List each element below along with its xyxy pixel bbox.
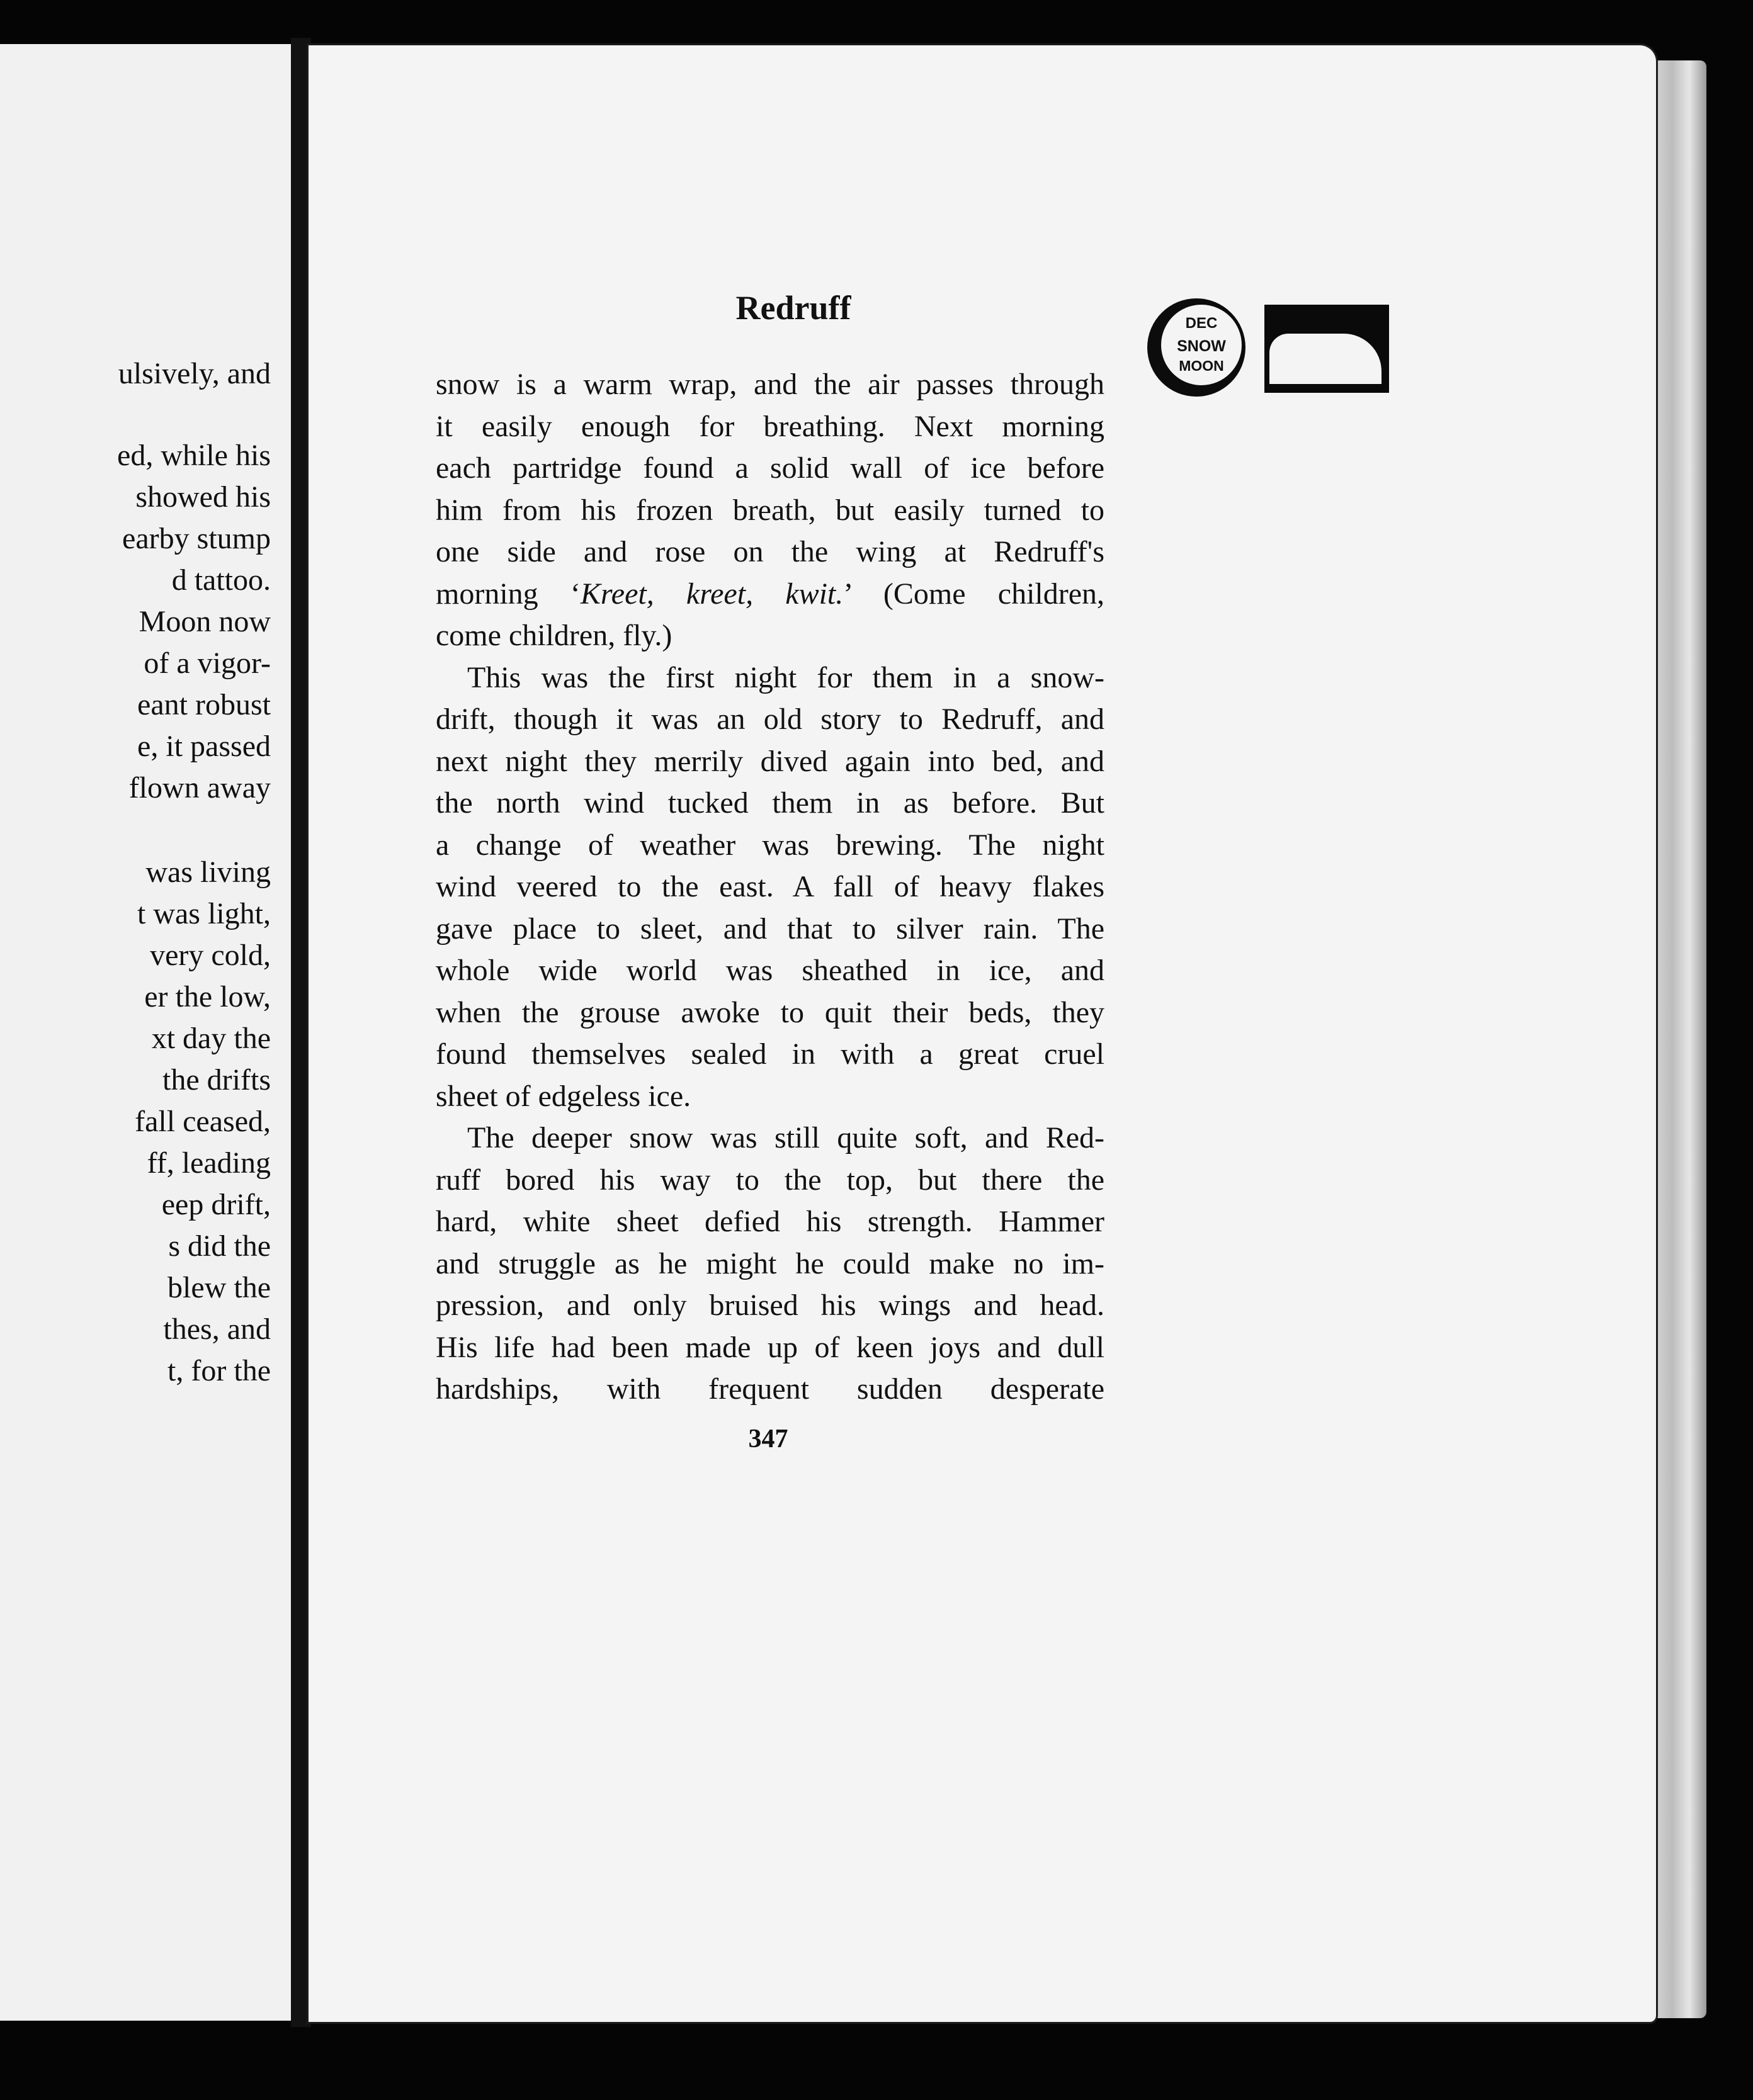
page-edges — [1650, 60, 1706, 2018]
text-line: each partridge found a solid wall of ice before — [436, 451, 1104, 485]
text-line: The deeper snow was still quite soft, and Red- — [467, 1121, 1104, 1154]
left-facing-page — [0, 44, 298, 2021]
text-fragment: morning — [436, 577, 538, 611]
left-text-line: t was light, — [137, 897, 271, 930]
text-line: found themselves sealed in with a great cruel — [436, 1037, 1104, 1071]
snow-moon-badge — [1147, 298, 1245, 397]
text-line: hard, white sheet defied his strength. Hammer — [436, 1205, 1104, 1238]
text-line: when the grouse awoke to quit their beds, they — [436, 995, 1104, 1029]
left-text-line: eant robust — [137, 688, 271, 721]
text-line: a change of weather was brewing. The night — [436, 828, 1104, 862]
text-line: the north wind tucked them in as before. But — [436, 786, 1104, 820]
left-text-line: thes, and — [163, 1312, 271, 1346]
text-line: come children, fly.) — [436, 619, 672, 652]
left-text-line: s did the — [168, 1229, 271, 1263]
left-text-line: of a vigor- — [144, 646, 271, 680]
running-head: Redruff — [735, 289, 851, 327]
left-text-line: the drifts — [162, 1063, 271, 1097]
text-line: whole wide world was sheathed in ice, and — [436, 954, 1104, 987]
snow-scene-vignette-icon — [1264, 305, 1389, 393]
left-text-line: e, it passed — [137, 730, 271, 763]
left-text-line: er the low, — [144, 980, 271, 1013]
text-line: wind veered to the east. A fall of heavy flakes — [436, 870, 1104, 903]
left-text-line: Moon now — [139, 605, 271, 638]
left-text-line: d tattoo. — [171, 563, 271, 597]
text-line: hardships, with frequent sudden desperate — [436, 1372, 1104, 1406]
text-line: gave place to sleet, and that to silver rain. The — [436, 912, 1104, 946]
text-line: drift, though it was an old story to Redruff, and — [436, 703, 1104, 736]
left-text-line: fall ceased, — [135, 1105, 271, 1138]
text-line: and struggle as he might he could make no im- — [436, 1246, 1104, 1280]
left-text-line: ed, while his — [117, 439, 271, 472]
text-line: His life had been made up of keen joys and dull — [436, 1330, 1104, 1364]
left-text-line: ff, leading — [147, 1146, 271, 1180]
text-line: snow is a warm wrap, and the air passes through — [436, 368, 1104, 401]
text-fragment: (Come children, — [883, 577, 1105, 611]
partridge-call: Kreet, kreet, kwit. — [580, 577, 844, 611]
badge-month: DEC — [1185, 315, 1218, 332]
left-text-line: blew the — [167, 1271, 271, 1304]
text-line: him from his frozen breath, but easily turned to — [436, 493, 1104, 527]
text-line: one side and rose on the wing at Redruff's — [436, 535, 1104, 568]
text-line: next night they merrily dived again into bed, and — [436, 744, 1104, 778]
left-text-line: was living — [145, 855, 271, 889]
badge-snow: SNOW — [1177, 337, 1226, 355]
left-text-line: ulsively, and — [118, 357, 271, 390]
moon-icon — [1161, 305, 1242, 385]
body-text — [436, 364, 1104, 1411]
text-line: This was the first night for them in a snow- — [467, 660, 1104, 694]
text-line: sheet of edgeless ice. — [436, 1079, 691, 1113]
left-text-line: flown away — [128, 771, 271, 804]
left-text-line: very cold, — [150, 939, 271, 972]
left-text-line: showed his — [135, 480, 271, 514]
page-number: 347 — [748, 1425, 788, 1454]
left-text-line: eep drift, — [161, 1188, 271, 1221]
text-line: pression, and only bruised his wings and head. — [436, 1289, 1104, 1322]
snow-field — [1269, 334, 1381, 384]
badge-moon: MOON — [1179, 358, 1224, 374]
text-line: ruff bored his way to the top, but there the — [436, 1163, 1104, 1197]
left-text-line: t, for the — [167, 1354, 271, 1387]
left-text-line: earby stump — [122, 522, 271, 555]
left-text-line: xt day the — [151, 1022, 271, 1055]
text-line: it easily enough for breathing. Next morning — [436, 409, 1104, 443]
text-line-with-call: morning ‘Kreet, kreet, kwit.’ (Come children, — [436, 577, 1105, 611]
